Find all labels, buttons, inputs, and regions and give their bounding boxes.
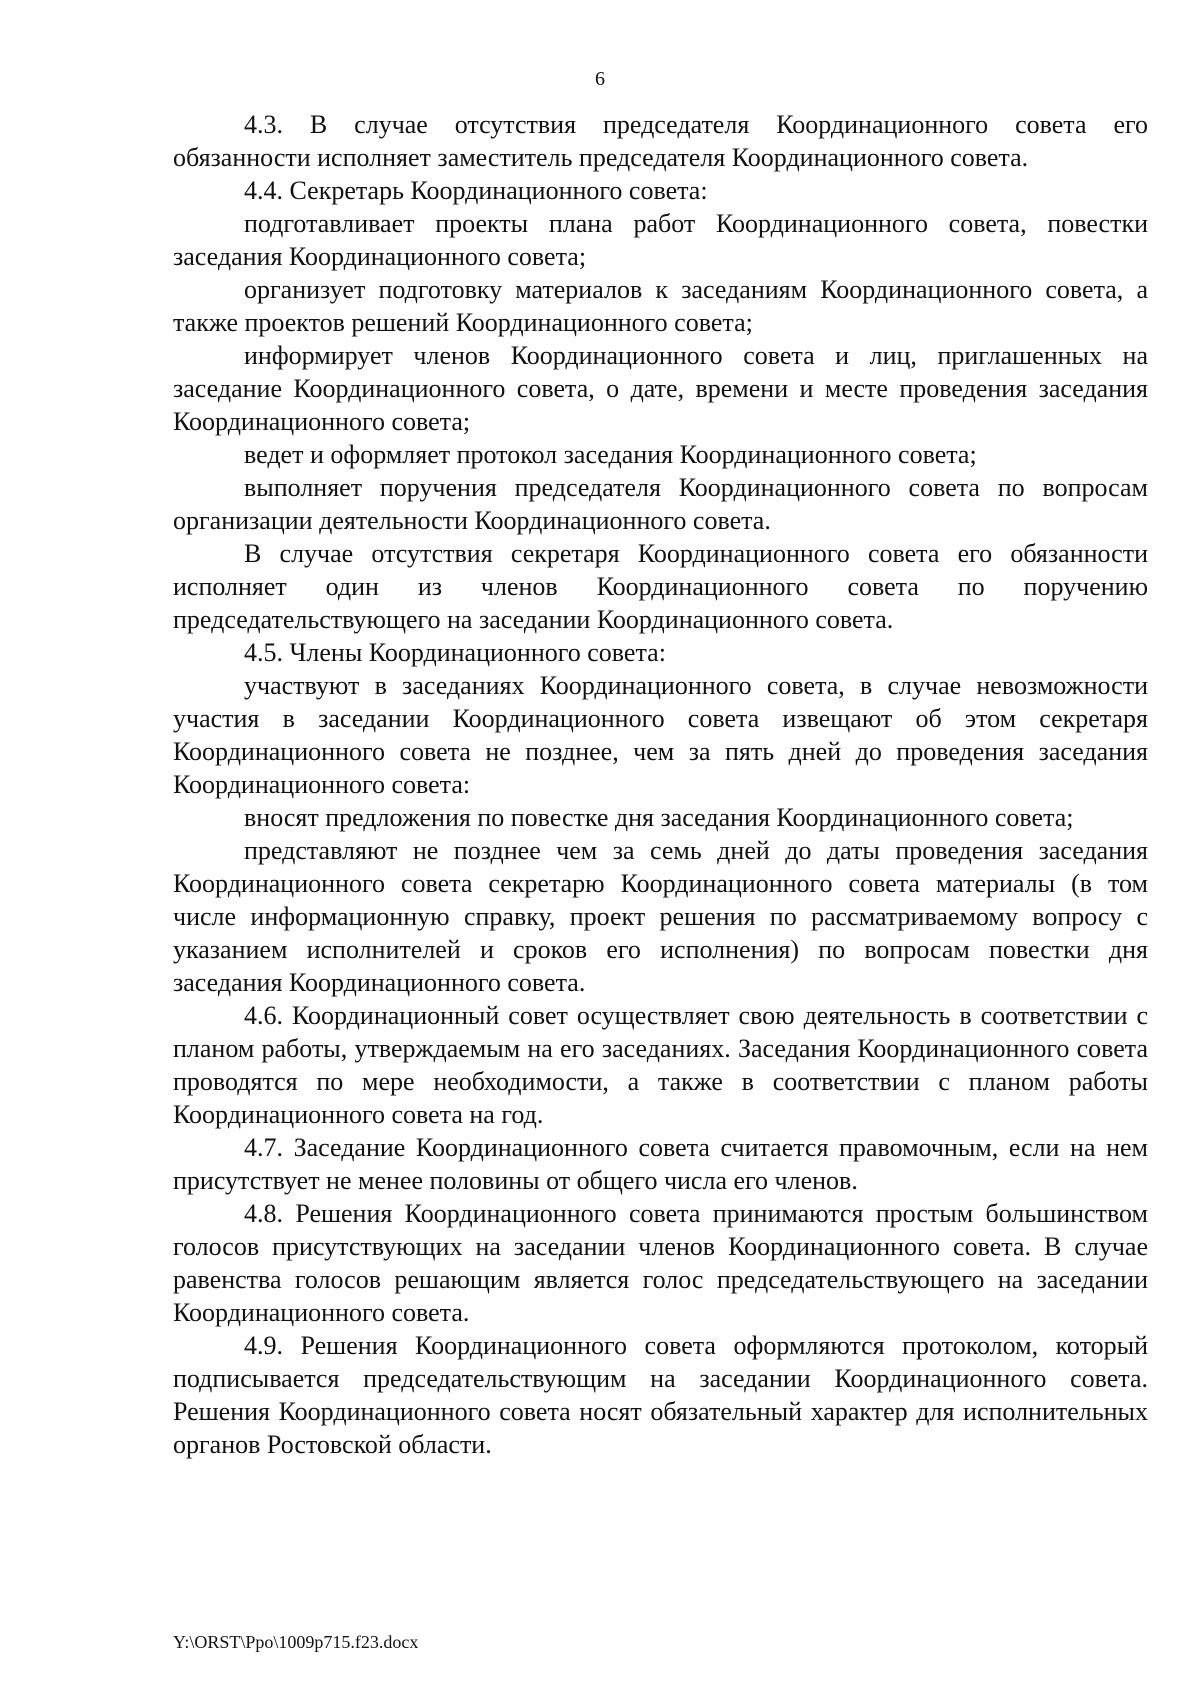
- page-number: 6: [595, 68, 605, 90]
- paragraph-secretary-protocol: ведет и оформляет протокол заседания Координационного совета;: [244, 440, 977, 469]
- paragraph-4-7: 4.7. Заседание Координационного совета считается правомочным, если на нем присутствует не менее половины от общего числа его членов.: [173, 1133, 1148, 1195]
- paragraph-secretary-informs: информирует членов Координационного совета и лиц, приглашенных на заседание Координационного совета, о дате, времени и месте проведения заседания Координационного совета;: [173, 341, 1148, 436]
- paragraph-4-9: 4.9. Решения Координационного совета оформляются протоколом, который подписывается председательствующим на заседании Координационного совета. Решения Координационного совета носят обязательный характер для исполнительных органов Ростовской области.: [173, 1331, 1148, 1459]
- paragraph-4-8: 4.8. Решения Координационного совета принимаются простым большинством голосов присутствующих на заседании членов Координационного совета. В случае равенства голосов решающим является голос председательствующего на заседании Координационного совета.: [173, 1199, 1148, 1327]
- paragraph-4-6: 4.6. Координационный совет осуществляет свою деятельность в соответствии с планом работы, утверждаемым на его заседаниях. Заседания Координационного совета проводятся по мере необходимости, а также в соответствии с планом работы Координационного совета на год.: [173, 1001, 1148, 1129]
- paragraph-4-3: 4.3. В случае отсутствия председателя Координационного совета его обязанности исполняет заместитель председателя Координационного совета.: [173, 110, 1148, 172]
- footer-file-path: Y:\ORST\Ppo\1009p715.f23.docx: [173, 1632, 419, 1652]
- paragraph-members-participate: участвуют в заседаниях Координационного совета, в случае невозможности участия в заседании Координационного совета извещают об этом секретаря Координационного совета не позднее, чем за пять дней до проведения заседания Координационного совета:: [173, 671, 1148, 799]
- paragraph-secretary-materials: организует подготовку материалов к заседаниям Координационного совета, а также проектов решений Координационного совета;: [173, 275, 1148, 337]
- document-body: [173, 108, 1148, 1461]
- paragraph-members-materials: представляют не позднее чем за семь дней до даты проведения заседания Координационного совета секретарю Координационного совета материалы (в том числе информационную справку, проект решения по рассматриваемому вопросу с указанием исполнителей и сроков его исполнения) по вопросам повестки дня заседания Координационного совета.: [173, 836, 1148, 997]
- paragraph-secretary-absence: В случае отсутствия секретаря Координационного совета его обязанности исполняет один из членов Координационного совета по поручению председательствующего на заседании Координационного совета.: [173, 539, 1148, 634]
- paragraph-4-4: 4.4. Секретарь Координационного совета:: [244, 176, 708, 205]
- paragraph-secretary-orders: выполняет поручения председателя Координационного совета по вопросам организации деятельности Координационного совета.: [173, 473, 1148, 535]
- paragraph-members-proposals: вносят предложения по повестке дня заседания Координационного совета;: [244, 803, 1074, 832]
- paragraph-4-5: 4.5. Члены Координационного совета:: [244, 638, 666, 667]
- paragraph-secretary-plans: подготавливает проекты плана работ Координационного совета, повестки заседания Координационного совета;: [173, 209, 1148, 271]
